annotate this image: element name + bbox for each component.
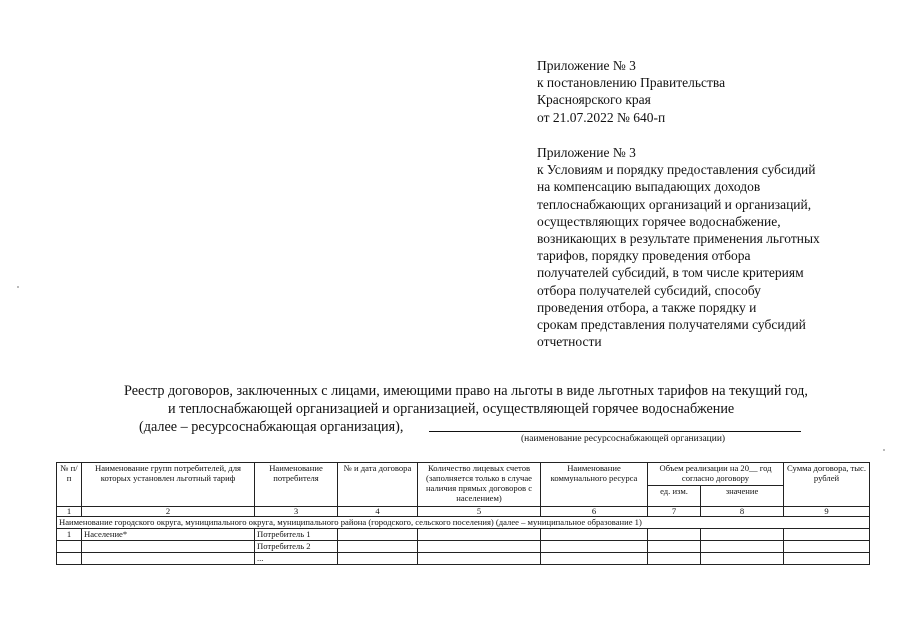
table-cell: [541, 541, 648, 553]
table-cell: [784, 553, 870, 565]
register-table: [56, 462, 870, 565]
header-number: № п/п: [57, 463, 82, 507]
appendix-line: отчетности: [537, 334, 602, 350]
column-number: 3: [255, 507, 338, 517]
table-cell: [701, 529, 784, 541]
row-consumer-name: Потребитель 2: [255, 541, 338, 553]
table-cell: [701, 553, 784, 565]
header-consumer-name: Наименование потребителя: [255, 463, 338, 507]
table-cell: [648, 529, 701, 541]
appendix-line: возникающих в результате применения льготных: [537, 230, 820, 246]
column-number: 7: [648, 507, 701, 517]
row-consumer-name: ...: [255, 553, 338, 565]
appendix-line: проведения отбора, а также порядку и: [537, 299, 757, 315]
column-number: 9: [784, 507, 870, 517]
table-cell: [784, 529, 870, 541]
appendix-line: срокам представления получателями субсидий: [537, 316, 806, 332]
header-unit: ед. изм.: [648, 486, 701, 507]
appendix-line: получателей субсидий, в том числе критериям: [537, 265, 804, 281]
header-contract-amount: Сумма договора, тыс. рублей: [784, 463, 870, 507]
table-cell: [338, 553, 418, 565]
header-accounts-count: Количество лицевых счетов (заполняется только в случае наличия прямых договоров с населением): [418, 463, 541, 507]
table-cell: [541, 529, 648, 541]
appendix-block-government-resolution: [537, 57, 725, 126]
scan-speck: [17, 286, 19, 288]
column-number: 1: [57, 507, 82, 517]
table-cell: [784, 541, 870, 553]
row-consumer-group: Население*: [82, 529, 255, 541]
organization-name-blank-line: [429, 431, 801, 432]
appendix-line: Приложение № 3: [537, 58, 636, 73]
column-number: 5: [418, 507, 541, 517]
column-number: 2: [82, 507, 255, 517]
appendix-block-conditions: [537, 144, 820, 350]
title-line-1: Реестр договоров, заключенных с лицами, имеющими право на льготы в виде льготных тарифов на текущий год,: [124, 383, 808, 399]
appendix-line: Приложение № 3: [537, 145, 636, 160]
organization-name-caption: (наименование ресурсоснабжающей организации): [521, 434, 726, 444]
row-number: [57, 541, 82, 553]
column-number: 8: [701, 507, 784, 517]
appendix-line: тарифов, порядку проведения отбора: [537, 248, 751, 264]
header-value: значение: [701, 486, 784, 507]
appendix-line: от 21.07.2022 № 640-п: [537, 109, 666, 125]
appendix-line: отбора получателей субсидий, способу: [537, 282, 761, 298]
table-cell: [701, 541, 784, 553]
column-number: 6: [541, 507, 648, 517]
table-cell: [418, 541, 541, 553]
row-consumer-group: [82, 541, 255, 553]
appendix-line: теплоснабжающих организаций и организаций,: [537, 196, 812, 212]
header-sales-volume: Объем реализации на 20__ год согласно договору: [648, 463, 784, 486]
scan-speck: [883, 449, 885, 451]
appendix-line: к Условиям и порядку предоставления субсидий: [537, 162, 816, 178]
table-cell: [541, 553, 648, 565]
row-consumer-name: Потребитель 1: [255, 529, 338, 541]
table-cell: [648, 553, 701, 565]
table-cell: [418, 553, 541, 565]
header-utility-resource: Наименование коммунального ресурса: [541, 463, 648, 507]
appendix-line: к постановлению Правительства: [537, 75, 726, 91]
table-cell: [338, 541, 418, 553]
table-cell: [648, 541, 701, 553]
row-number: [57, 553, 82, 565]
appendix-line: осуществляющих горячее водоснабжение,: [537, 213, 781, 229]
row-consumer-group: [82, 553, 255, 565]
column-number: 4: [338, 507, 418, 517]
header-contract-number-date: № и дата договора: [338, 463, 418, 507]
appendix-line: Красноярского края: [537, 92, 651, 108]
table-cell: [338, 529, 418, 541]
appendix-line: на компенсацию выпадающих доходов: [537, 179, 761, 195]
header-consumer-group: Наименование групп потребителей, для которых установлен льготный тариф: [82, 463, 255, 507]
title-line-3: (далее – ресурсоснабжающая организация),: [139, 419, 404, 435]
municipality-row: Наименование городского округа, муниципального округа, муниципального района (городского, сельского поселения) (далее – муниципальное образование 1): [57, 517, 870, 529]
row-number: 1: [57, 529, 82, 541]
title-line-2: и теплоснабжающей организацией и организацией, осуществляющей горячее водоснабжение: [168, 401, 735, 417]
table-cell: [418, 529, 541, 541]
